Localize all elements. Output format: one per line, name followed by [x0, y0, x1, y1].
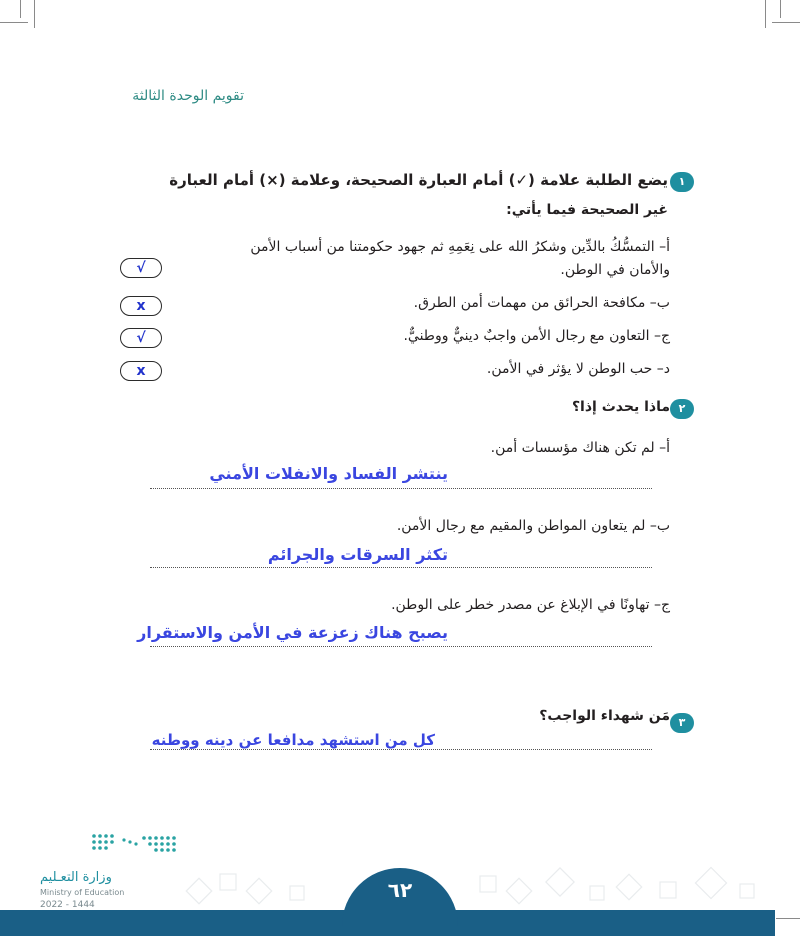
q1-item-b-answer-box[interactable]: x: [120, 296, 162, 316]
q1-item-c-text: ج– التعاون مع رجال الأمن واجبٌ دينيٌّ ووطنيٌّ.: [403, 328, 670, 344]
page-number: ٦٢: [387, 878, 413, 902]
q1-item-d-answer-box[interactable]: x: [120, 361, 162, 381]
ministry-logo-english: Ministry of Education: [40, 888, 125, 897]
crop-mark: [772, 22, 800, 23]
page-header-title: تقويم الوحدة الثالثة: [132, 88, 244, 104]
q2-item-a-answer: ينتشر الفساد والانفلات الأمني: [209, 464, 448, 483]
ministry-logo-arabic: وزارة التعـليم: [40, 870, 112, 885]
answer-dotted-line: [150, 488, 652, 489]
question-number-badge: ٢: [670, 399, 694, 419]
q1-item-d-text: د– حب الوطن لا يؤثر في الأمن.: [486, 361, 670, 377]
answer-dotted-line: [150, 567, 652, 568]
question-3-title: مَن شهداء الواجب؟: [539, 708, 670, 724]
edition-year: 2022 - 1444: [40, 900, 95, 910]
q2-item-a-prompt: أ– لم تكن هناك مؤسسات أمن.: [490, 440, 670, 456]
crop-mark: [776, 918, 800, 919]
q2-item-c-answer: يصبح هناك زعزعة في الأمن والاستقرار: [137, 623, 448, 642]
q2-item-b-answer: تكثر السرقات والجرائم: [267, 545, 448, 564]
q3-answer: كل من استشهد مدافعا عن دينه ووطنه: [151, 731, 435, 749]
ministry-logo-icon: [90, 832, 180, 858]
answer-dotted-line: [150, 749, 652, 750]
crop-mark: [780, 0, 781, 18]
q1-item-b-text: ب– مكافحة الحرائق من مهمات أمن الطرق.: [413, 295, 670, 311]
crop-mark: [34, 0, 35, 28]
crop-mark: [0, 22, 28, 23]
q2-item-c-prompt: ج– تهاونًا في الإبلاغ عن مصدر خطر على الوطن.: [391, 597, 670, 613]
answer-dotted-line: [150, 646, 652, 647]
question-1-text-line2: غير الصحيحة فيما يأتي:: [506, 202, 668, 218]
q1-item-a-line2: والأمان في الوطن.: [560, 262, 670, 278]
question-1-text-line1: يضع الطلبة علامة (✓) أمام العبارة الصحيحة، وعلامة (×) أمام العبارة: [169, 171, 668, 189]
q1-item-c-answer-box[interactable]: √: [120, 328, 162, 348]
q1-item-a-answer-box[interactable]: √: [120, 258, 162, 278]
crop-mark: [765, 0, 766, 28]
q2-item-b-prompt: ب– لم يتعاون المواطن والمقيم مع رجال الأمن.: [396, 518, 670, 534]
decorative-pattern: [180, 852, 780, 912]
question-number-badge: ٣: [670, 713, 694, 733]
crop-mark: [20, 0, 21, 18]
q1-item-a-line1: أ– التمسُّكُ بالدِّين وشكرُ الله على نِعَمِهِ ثم جهود حكومتنا من أسباب الأمن: [250, 239, 670, 255]
question-2-title: ماذا يحدث إذا؟: [571, 399, 670, 415]
question-number-badge: ١: [670, 172, 694, 192]
